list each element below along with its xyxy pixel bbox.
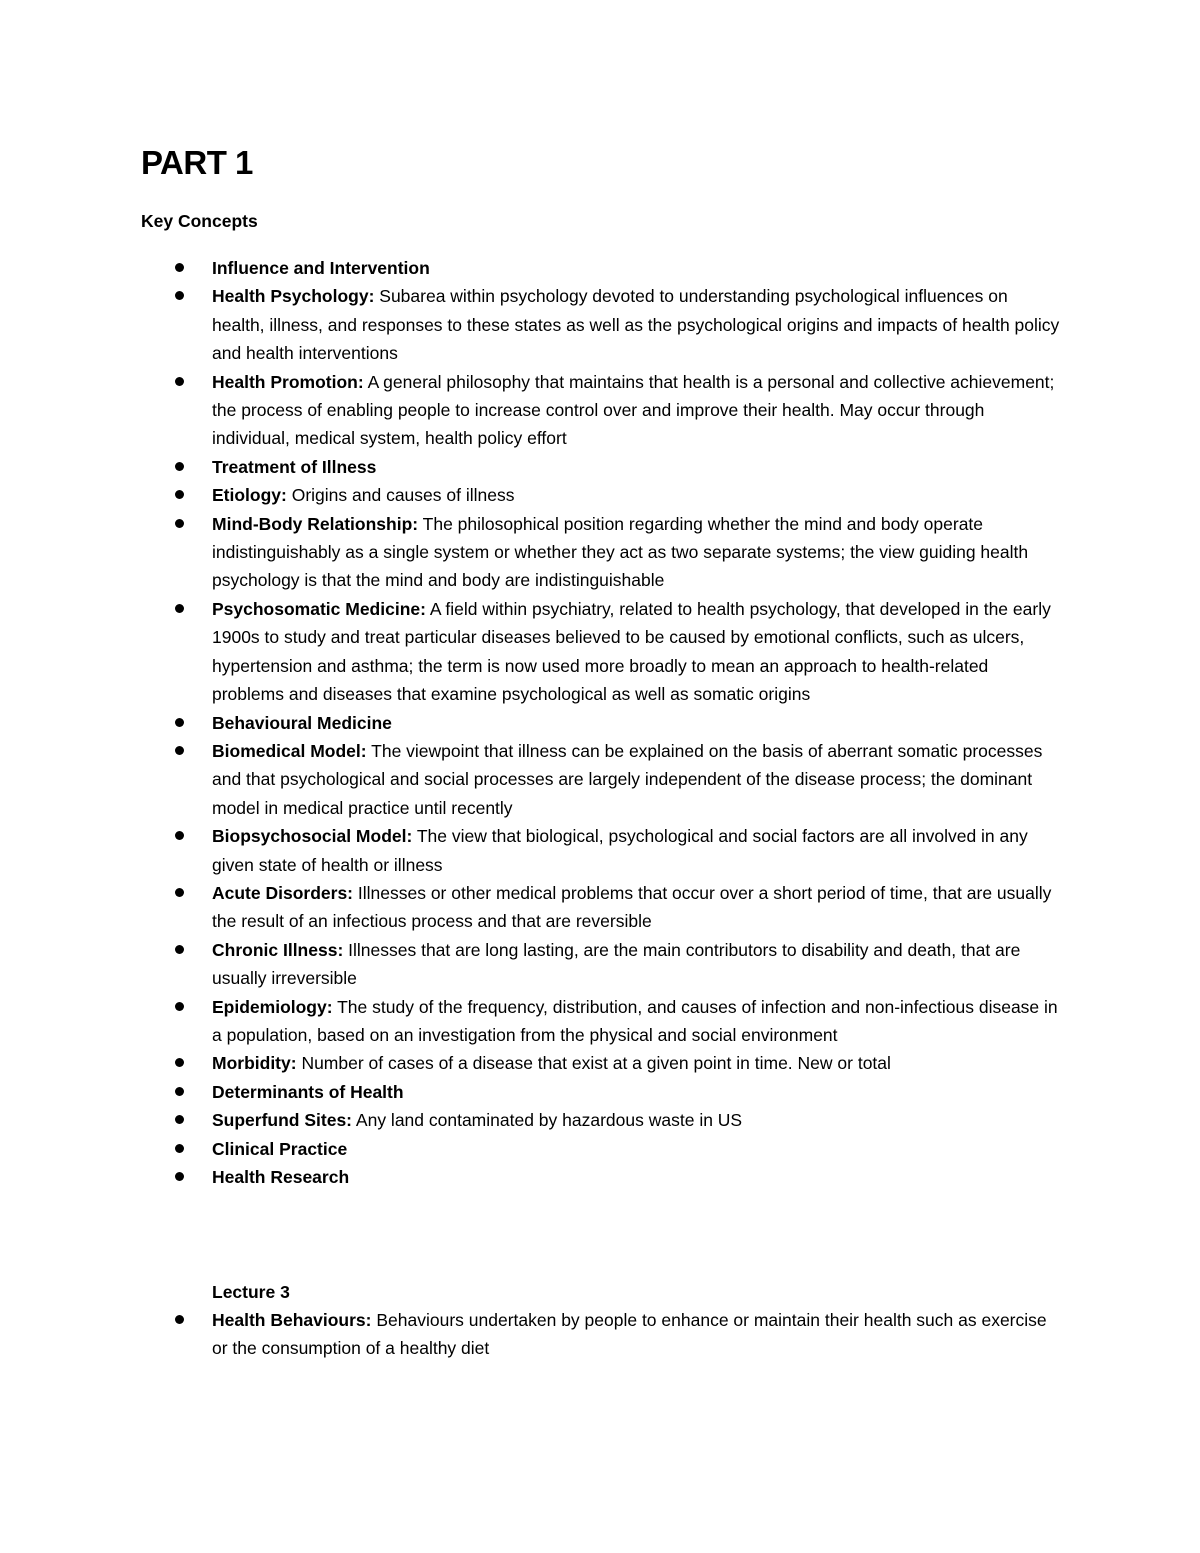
page-title: PART 1	[141, 144, 253, 181]
list-item	[0, 1163, 1062, 1191]
bullet-icon	[175, 377, 184, 386]
bullet-icon	[175, 1087, 184, 1096]
concept-term: Biomedical Model:	[212, 740, 367, 761]
concept-term: Health Research	[212, 1167, 350, 1187]
bullet-icon	[175, 1002, 184, 1011]
concept-definition: Number of cases of a disease that exist at a given point in time. New or total	[296, 1053, 891, 1074]
concept-term: Health Promotion:	[212, 371, 364, 392]
concept-term: Behavioural Medicine	[212, 712, 392, 733]
concept-term: Biopsychosocial Model:	[212, 826, 413, 847]
concept-term: Superfund Sites:	[212, 1110, 353, 1131]
concept-definition: The study of the frequency, distribution, and causes of infection and non-infectious disease in a population, based on an investigation from the physical and social environment	[212, 996, 1058, 1045]
list-item	[0, 368, 1062, 453]
bullet-icon	[175, 1172, 184, 1181]
key-concepts-list	[0, 254, 1200, 1191]
list-item	[0, 1078, 1062, 1106]
concept-term: Morbidity:	[212, 1053, 297, 1074]
list-item	[0, 510, 1062, 595]
bullet-icon	[175, 945, 184, 954]
bullet-icon	[175, 1315, 184, 1324]
list-item	[0, 993, 1062, 1050]
bullet-icon	[175, 718, 184, 727]
list-item	[0, 595, 1062, 709]
concept-definition: A field within psychiatry, related to health psychology, that developed in the early 1900s to study and treat particular diseases believed to be caused by emotional conflicts, such as ulcers, hypertension and asthma; the term is now used more broadly to mean an approach to health-related problems and diseases that examine psychological as well as somatic origins	[212, 598, 1051, 705]
concept-term: Chronic Illness:	[212, 939, 344, 960]
concept-definition: The philosophical position regarding whether the mind and body operate indistinguishably as a single system or whether they act as two separate systems; the view guiding health psychology is that the mind and body are indistinguishable	[212, 513, 1029, 591]
list-item	[0, 453, 1062, 481]
concept-definition: Subarea within psychology devoted to understanding psychological influences on health, illness, and responses to these states as well as the psychological origins and impacts of health policy and health interventions	[212, 286, 1060, 364]
bullet-icon	[175, 1144, 184, 1153]
list-item	[0, 822, 1062, 879]
list-item	[0, 879, 1062, 936]
list-item	[0, 709, 1062, 737]
bullet-icon	[175, 519, 184, 528]
concept-term: Health Behaviours:	[212, 1310, 372, 1330]
concept-definition: The viewpoint that illness can be explained on the basis of aberrant somatic processes and that psychological and social processes are largely independent of the disease process; the dominant model in medical practice until recently	[212, 740, 1043, 818]
concept-term: Determinants of Health	[212, 1081, 404, 1102]
bullet-icon	[175, 1058, 184, 1067]
list-item	[0, 1135, 1062, 1163]
list-item	[0, 737, 1062, 822]
list-item	[0, 1106, 1062, 1134]
list-item	[0, 282, 1062, 367]
concept-definition: Any land contaminated by hazardous waste in US	[352, 1110, 743, 1131]
concept-definition: Illnesses or other medical problems that occur over a short period of time, that are usually the result of an infectious process and that are reversible	[212, 882, 1052, 932]
bullet-icon	[175, 1115, 184, 1124]
lecture-concepts-list	[0, 1306, 1200, 1363]
bullet-icon	[175, 604, 184, 613]
concept-term: Mind-Body Relationship:	[212, 513, 419, 534]
list-item	[0, 481, 1062, 509]
concept-term: Acute Disorders:	[212, 882, 354, 903]
concept-definition: A general philosophy that maintains that health is a personal and collective achievement; the process of enabling people to increase control over and improve their health. May occur through individual, medical system, health policy effort	[212, 371, 1055, 449]
section-subtitle: Key Concepts	[141, 211, 258, 231]
concept-term: Treatment of Illness	[212, 456, 377, 477]
list-item	[0, 254, 1062, 282]
concept-definition: The view that biological, psychological and social factors are all involved in any given state of health or illness	[212, 826, 1028, 875]
bullet-icon	[175, 746, 184, 755]
concept-term: Health Psychology:	[212, 286, 375, 307]
concept-term: Epidemiology:	[212, 996, 333, 1017]
concept-term: Psychosomatic Medicine:	[212, 598, 426, 619]
bullet-icon	[175, 263, 184, 272]
concept-term: Influence and Intervention	[212, 258, 430, 278]
bullet-icon	[175, 462, 184, 471]
concept-term: Etiology:	[212, 485, 287, 506]
bullet-icon	[175, 291, 184, 300]
bullet-icon	[175, 888, 184, 897]
bullet-icon	[175, 490, 184, 499]
list-item	[0, 1306, 1062, 1363]
concept-definition: Behaviours undertaken by people to enhance or maintain their health such as exercise or the consumption of a healthy diet	[212, 1310, 1047, 1359]
concept-definition: Origins and causes of illness	[286, 485, 515, 506]
list-item	[0, 1049, 1062, 1077]
concept-term: Clinical Practice	[212, 1138, 348, 1159]
list-item	[0, 936, 1062, 993]
lecture-heading: Lecture 3	[212, 1282, 290, 1302]
concept-definition: Illnesses that are long lasting, are the main contributors to disability and death, that are usually irreversible	[212, 939, 1021, 989]
bullet-icon	[175, 831, 184, 840]
